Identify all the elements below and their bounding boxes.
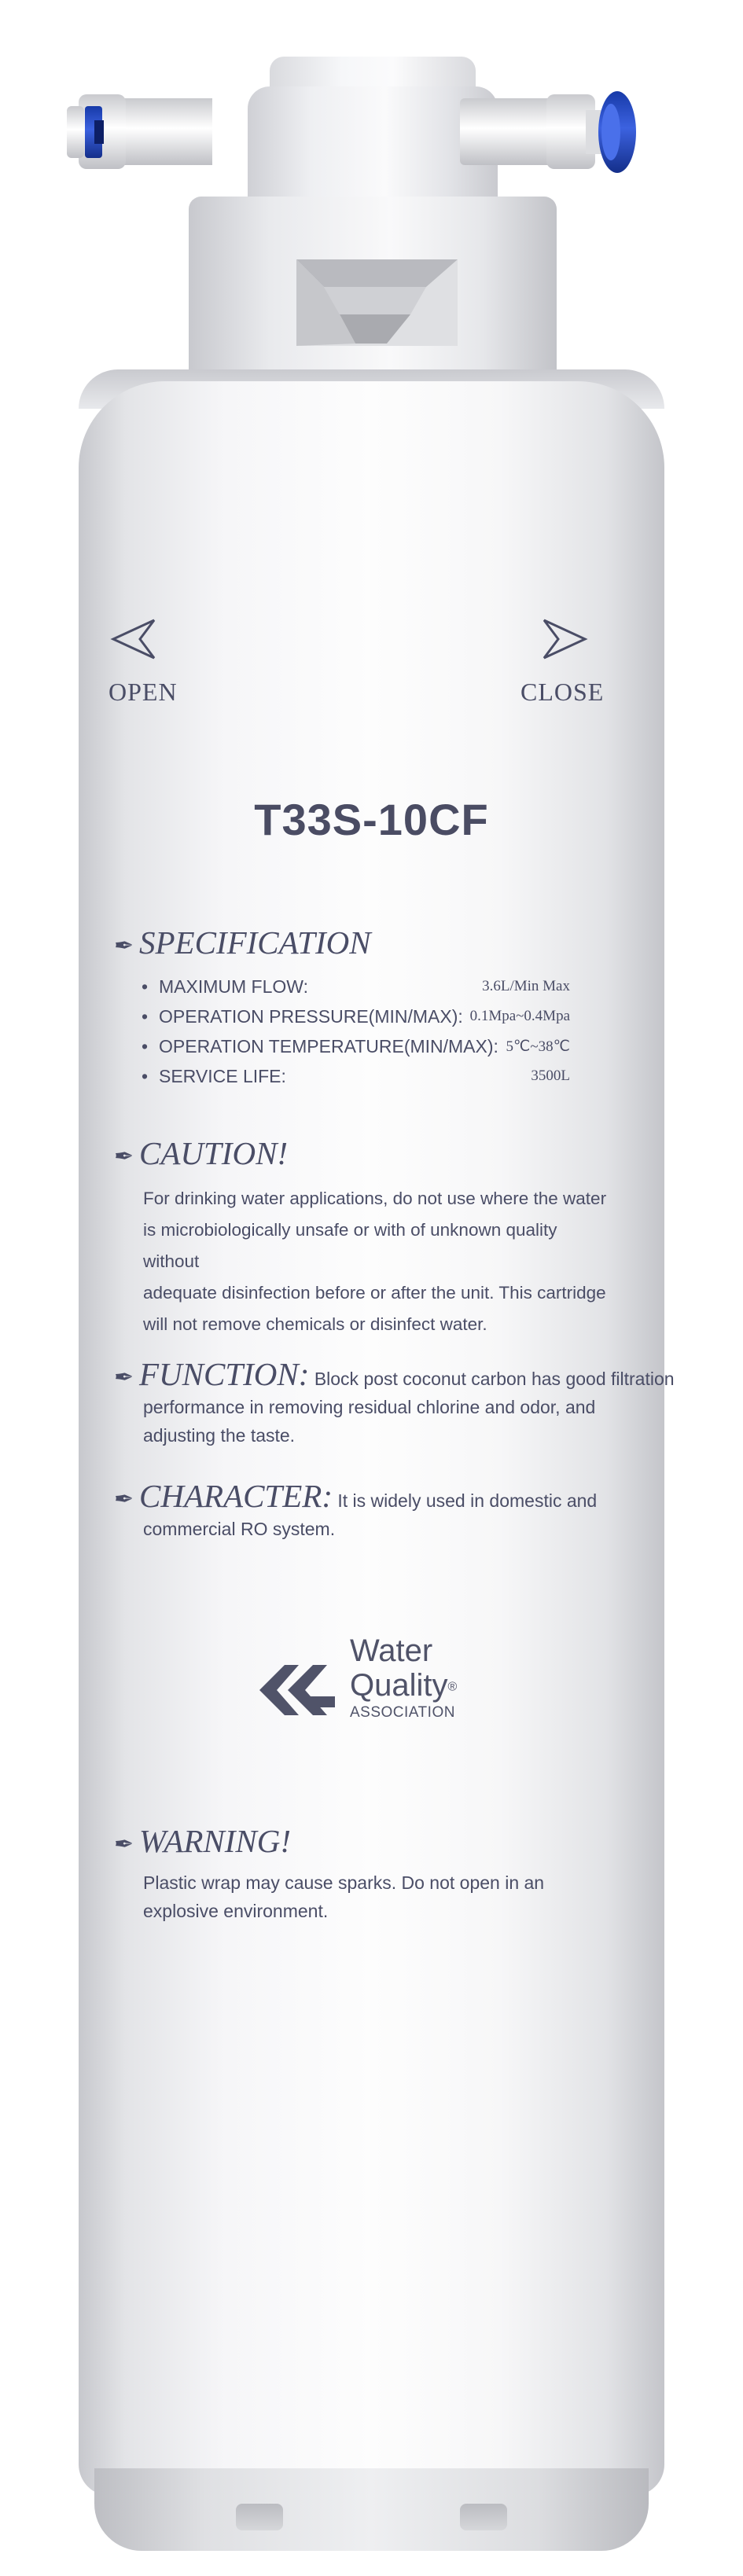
wqa-line1: Water bbox=[350, 1633, 433, 1668]
right-fitting-icon bbox=[460, 75, 641, 189]
caution-text: For drinking water applications, do not use where the water is microbiologically unsafe or with of unknown quality without adequate disinfection before or after the unit. This cartridge will not remove chemicals or disinfect water. bbox=[143, 1189, 607, 1334]
bottom-slot bbox=[236, 2504, 283, 2530]
model-number: T33S-10CF bbox=[254, 795, 489, 844]
wqa-line2: Quality® bbox=[350, 1668, 458, 1703]
character-heading: CHARACTER: bbox=[139, 1478, 333, 1514]
open-label: OPEN bbox=[109, 678, 178, 706]
close-label: CLOSE bbox=[520, 678, 605, 706]
head-notch bbox=[292, 255, 462, 350]
left-fitting-icon bbox=[63, 75, 212, 189]
pen-nib-icon: ✒ bbox=[114, 1144, 134, 1170]
warning-heading: ✒ WARNING! bbox=[114, 1823, 291, 1859]
cartridge-bottom bbox=[94, 2468, 649, 2551]
open-arrow-icon bbox=[109, 617, 157, 660]
bottom-slot bbox=[460, 2504, 507, 2530]
function-section bbox=[114, 1356, 675, 1450]
warning-text: Plastic wrap may cause sparks. Do not open in an explosive environment. bbox=[143, 1872, 545, 1921]
wqa-logo-icon bbox=[253, 1659, 340, 1722]
wqa-logo-text bbox=[350, 1633, 457, 1722]
wqa-line3: ASSOCIATION bbox=[350, 1704, 455, 1722]
pen-nib-icon: ✒ bbox=[114, 933, 134, 959]
function-line: adjusting the taste. bbox=[143, 1425, 296, 1446]
function-heading: FUNCTION: bbox=[139, 1356, 310, 1392]
pen-nib-icon: ✒ bbox=[114, 1486, 134, 1512]
caution-heading: ✒ CAUTION! bbox=[114, 1135, 289, 1171]
function-line: performance in removing residual chlorine and odor, and bbox=[143, 1397, 596, 1417]
spec-row: • OPERATION TEMPERATURE(MIN/MAX): 5℃~38℃ bbox=[142, 1036, 570, 1056]
character-section bbox=[114, 1478, 617, 1543]
close-arrow-icon bbox=[541, 617, 590, 660]
function-line: Block post coconut carbon has good filtration bbox=[314, 1369, 675, 1389]
spec-row: • OPERATION PRESSURE(MIN/MAX): 0.1Mpa~0.4Mpa bbox=[142, 1006, 570, 1027]
character-line: commercial RO system. bbox=[143, 1519, 336, 1539]
pen-nib-icon: ✒ bbox=[114, 1832, 134, 1858]
spec-row: • SERVICE LIFE: 3500L bbox=[142, 1066, 570, 1086]
pen-nib-icon: ✒ bbox=[114, 1365, 134, 1391]
spec-row: • MAXIMUM FLOW: 3.6L/Min Max bbox=[142, 976, 570, 997]
character-line: It is widely used in domestic and bbox=[337, 1490, 598, 1511]
specification-heading: ✒ SPECIFICATION bbox=[114, 924, 371, 961]
